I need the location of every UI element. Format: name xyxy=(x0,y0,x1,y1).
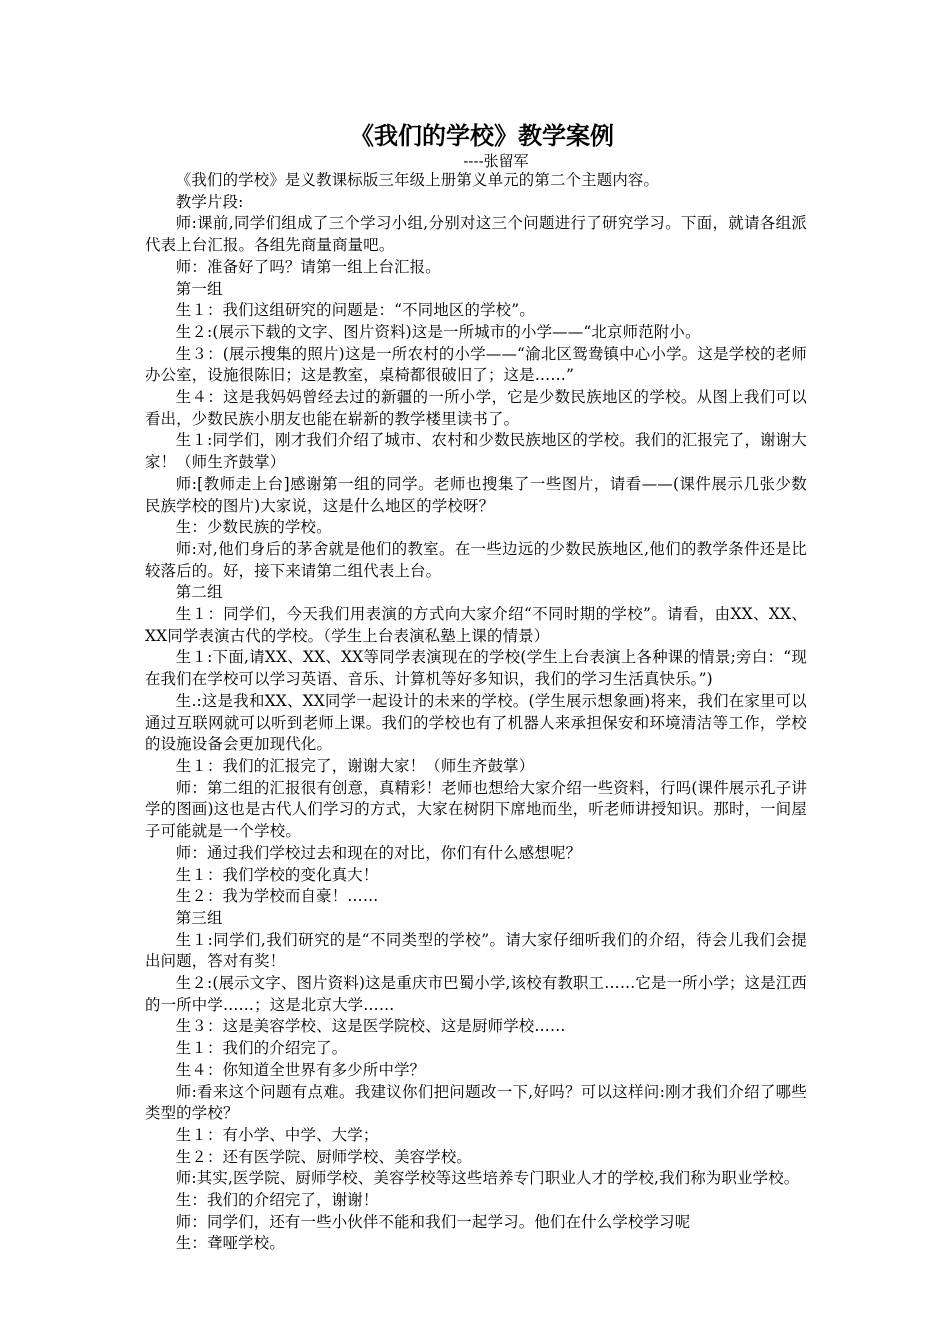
document-paragraph: 第二组 xyxy=(175,583,223,602)
document-paragraph: 教学片段: xyxy=(175,192,244,211)
document-paragraph: 生１:同学们，刚才我们介绍了城市、农村和少数民族地区的学校。我们的汇报完了，谢谢大家！（师生齐鼓掌） xyxy=(145,431,807,472)
document-paragraph: 生４：你知道全世界有多少所中学？ xyxy=(175,1060,426,1079)
document-paragraph: 生２：还有医学院、厨师学校、美容学校。 xyxy=(175,1147,473,1166)
document-body xyxy=(145,170,807,1255)
document-paragraph: 生４：这是我妈妈曾经去过的新疆的一所小学，它是少数民族地区的学校。从图上我们可以看出，少数民族小朋友也能在崭新的教学楼里读书了。 xyxy=(145,388,807,428)
document-paragraph: 生１：我们这组研究的问题是：“不同地区的学校”。 xyxy=(175,301,535,320)
document-paragraph: 师:对,他们身后的茅舍就是他们的教室。在一些边远的少数民族地区,他们的教学条件还是比较落后的。好，接下来请第二组代表上台。 xyxy=(145,539,807,580)
document-paragraph: 第三组 xyxy=(175,908,223,927)
document-paragraph: 师:看来这个问题有点难。我建议你们把问题改一下,好吗？可以这样问:刚才我们介绍了哪些类型的学校？ xyxy=(145,1082,807,1123)
document-paragraph: 师:课前,同学们组成了三个学习小组,分别对这三个问题进行了研究学习。下面，就请各组派代表上台汇报。各组先商量商量吧。 xyxy=(145,214,807,255)
document-paragraph: 生１：我们的介绍完了。 xyxy=(175,1039,348,1058)
document-paragraph: 生２：我为学校而自豪！…… xyxy=(175,887,379,906)
document-title: 《我们的学校》教学案例 xyxy=(350,121,614,150)
document-author: ----张留军 xyxy=(463,152,529,170)
document-paragraph: 生３：这是美容学校、这是医学院校、这是厨师学校…… xyxy=(175,1017,566,1036)
document-paragraph: 生１：我们的汇报完了，谢谢大家！（师生齐鼓掌） xyxy=(175,756,535,775)
document-paragraph: 生１：我们学校的变化真大！ xyxy=(175,865,379,884)
document-paragraph: 生２:(展示文字、图片资料)这是重庆市巴蜀小学,该校有教职工……它是一所小学；这是江西的一所中学……；这是北京大学…… xyxy=(145,974,807,1014)
document-paragraph: 师:[教师走上台]感谢第一组的同学。老师也搜集了一些图片，请看——(课件展示几张少数民族学校的图片)大家说，这是什么地区的学校呀？ xyxy=(145,474,807,515)
document-page xyxy=(145,120,807,1255)
document-paragraph: 师：通过我们学校过去和现在的对比，你们有什么感想呢？ xyxy=(175,843,582,862)
document-paragraph: 生１：有小学、中学、大学； xyxy=(175,1125,379,1144)
document-paragraph: 生：少数民族的学校。 xyxy=(175,518,332,537)
document-paragraph: 师：第二组的汇报很有创意，真精彩！老师也想给大家介绍一些资料，行吗(课件展示孔子讲学的图画)这也是古代人们学习的方式，大家在树阴下席地而坐，听老师讲授知识。那时，一间屋子可能就是一个学校。 xyxy=(145,778,807,841)
document-paragraph: 生３：(展示搜集的照片)这是一所农村的小学——“渝北区鸳鸯镇中心小学。这是学校的老师办公室，设施很陈旧；这是教室，桌椅都很破旧了；这是……” xyxy=(145,344,807,385)
document-paragraph: 生.:这是我和XX、XX同学一起设计的未来的学校。(学生展示想象画)将来，我们在家里可以通过互联网就可以听到老师上课。我们的学校也有了机器人来承担保安和环境清洁等工作，学校的设施设备会更加现代化。 xyxy=(145,691,807,754)
document-paragraph: 生：我们的介绍完了，谢谢！ xyxy=(175,1191,379,1210)
document-paragraph: 生１：同学们，今天我们用表演的方式向大家介绍“不同时期的学校”。请看，由XX、XX、XX同学表演古代的学校。（学生上台表演私塾上课的情景） xyxy=(145,605,807,645)
document-paragraph: 师：同学们，还有一些小伙伴不能和我们一起学习。他们在什么学校学习呢 xyxy=(175,1212,691,1231)
document-paragraph: 师:其实,医学院、厨师学校、美容学校等这些培养专门职业人才的学校,我们称为职业学校。 xyxy=(175,1169,800,1188)
document-paragraph: 生２:(展示下载的文字、图片资料)这是一所城市的小学——“北京师范附小。 xyxy=(175,322,701,341)
document-paragraph: 《我们的学校》是义教课标版三年级上册第义单元的第二个主题内容。 xyxy=(175,171,660,189)
document-paragraph: 生：聋哑学校。 xyxy=(175,1234,285,1253)
document-paragraph: 第一组 xyxy=(175,279,223,298)
document-paragraph: 师：准备好了吗？请第一组上台汇报。 xyxy=(175,257,441,276)
document-paragraph: 生１:下面,请XX、XX、XX等同学表演现在的学校(学生上台表演上各种课的情景;旁白：“现在我们在学校可以学习英语、音乐、计算机等好多知识，我们的学习生活真快乐。”) xyxy=(145,648,807,689)
document-paragraph: 生１:同学们,我们研究的是“不同类型的学校”。请大家仔细听我们的介绍，待会儿我们会提出问题，答对有奖！ xyxy=(145,930,807,971)
